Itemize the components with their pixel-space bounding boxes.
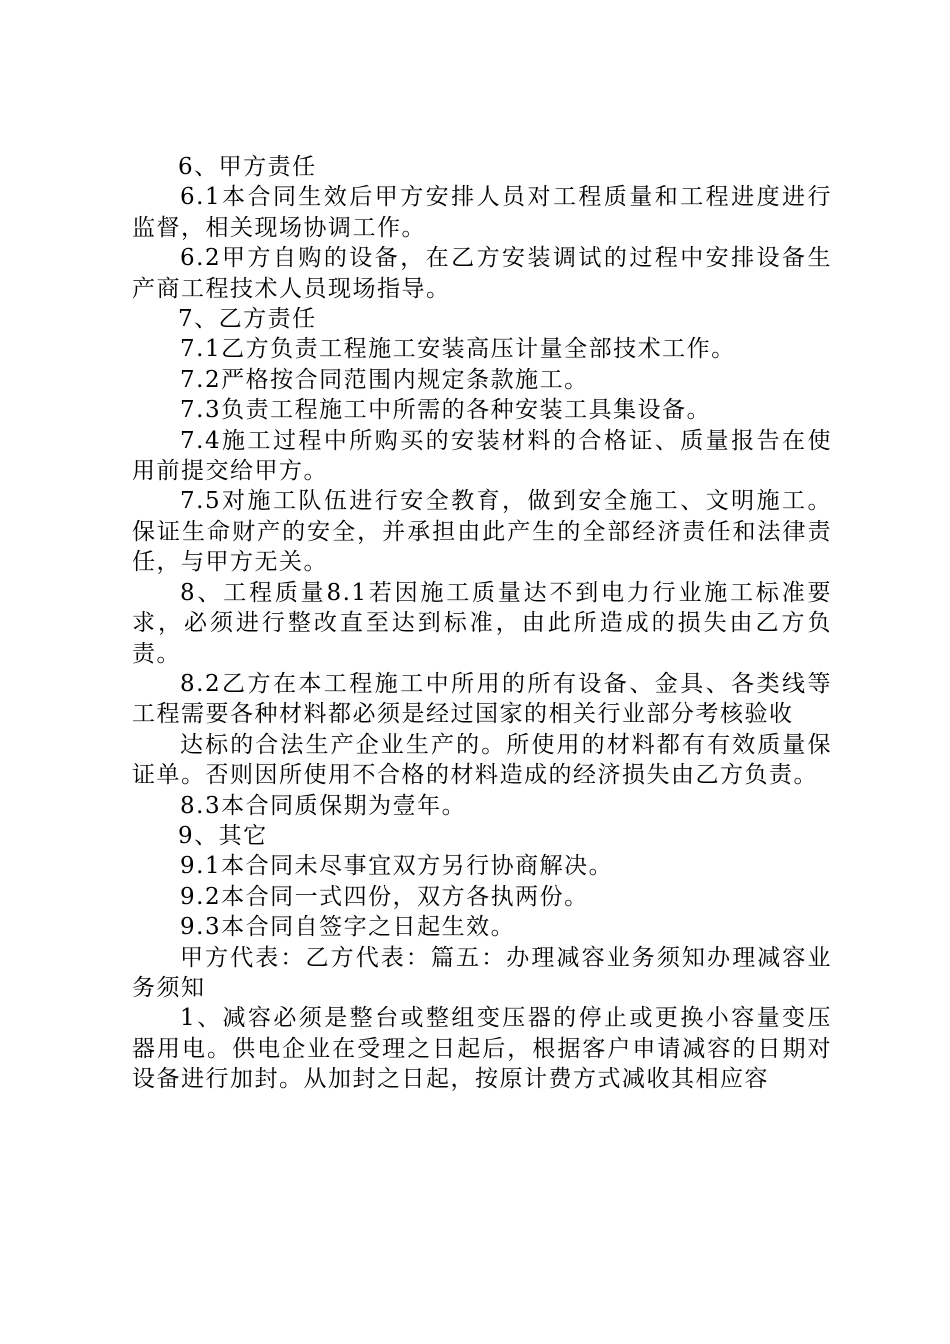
section-heading-party-a-duties: 6、甲方责任	[178, 154, 317, 180]
clause-8-1: 8、工程质量8.1若因施工质量达不到电力行业施工标准要求，必须进行整改直至达到标准，由此所造成的损失由乙方负责。	[132, 579, 832, 667]
clause-7-5: 7.5对施工队伍进行安全教育，做到安全施工、文明施工。保证生命财产的安全，并承担由此产生的全部经济责任和法律责任，与甲方无关。	[132, 488, 832, 576]
clause-9-2: 9.2本合同一式四份，双方各执两份。	[180, 883, 589, 910]
clause-8-2-continued: 达标的合法生产企业生产的。所使用的材料都有有效质量保证单。否则因所使用不合格的材料造成的经济损失由乙方负责。	[132, 731, 832, 789]
clause-7-1: 7.1乙方负责工程施工安装高压计量全部技术工作。	[180, 336, 736, 363]
section-heading-party-b-duties: 7、乙方责任	[178, 306, 317, 333]
clause-8-3: 8.3本合同质保期为壹年。	[180, 792, 467, 819]
clause-6-1: 6.1本合同生效后甲方安排人员对工程质量和工程进度进行监督，相关现场协调工作。	[132, 184, 832, 241]
section-heading-other: 9、其它	[178, 822, 268, 849]
clause-7-4: 7.4施工过程中所购买的安装材料的合格证、质量报告在使用前提交给甲方。	[132, 427, 832, 485]
clause-9-3: 9.3本合同自签字之日起生效。	[180, 914, 516, 941]
clause-7-3: 7.3负责工程施工中所需的各种安装工具集设备。	[180, 397, 712, 424]
clause-8-2: 8.2乙方在本工程施工中所用的所有设备、金具、各类线等工程需要各种材料都必须是经过国家的相关行业部分考核验收	[132, 670, 832, 728]
document-body	[132, 152, 832, 1095]
clause-7-2: 7.2严格按合同范围内规定条款施工。	[180, 366, 589, 393]
capacity-reduction-item-1: 1、减容必须是整台或整组变压器的停止或更换小容量变压器用电。供电企业在受理之日起后，根据客户申请减容的日期对设备进行加封。从加封之日起，按原计费方式减收其相应容	[132, 1005, 832, 1093]
clause-9-1: 9.1本合同未尽事宜双方另行协商解决。	[180, 853, 614, 880]
clause-6-2: 6.2甲方自购的设备，在乙方安装调试的过程中安排设备生产商工程技术人员现场指导。	[132, 245, 832, 302]
signature-line-and-section-title: 甲方代表：乙方代表：篇五：办理减容业务须知办理减容业务须知	[132, 944, 832, 1001]
